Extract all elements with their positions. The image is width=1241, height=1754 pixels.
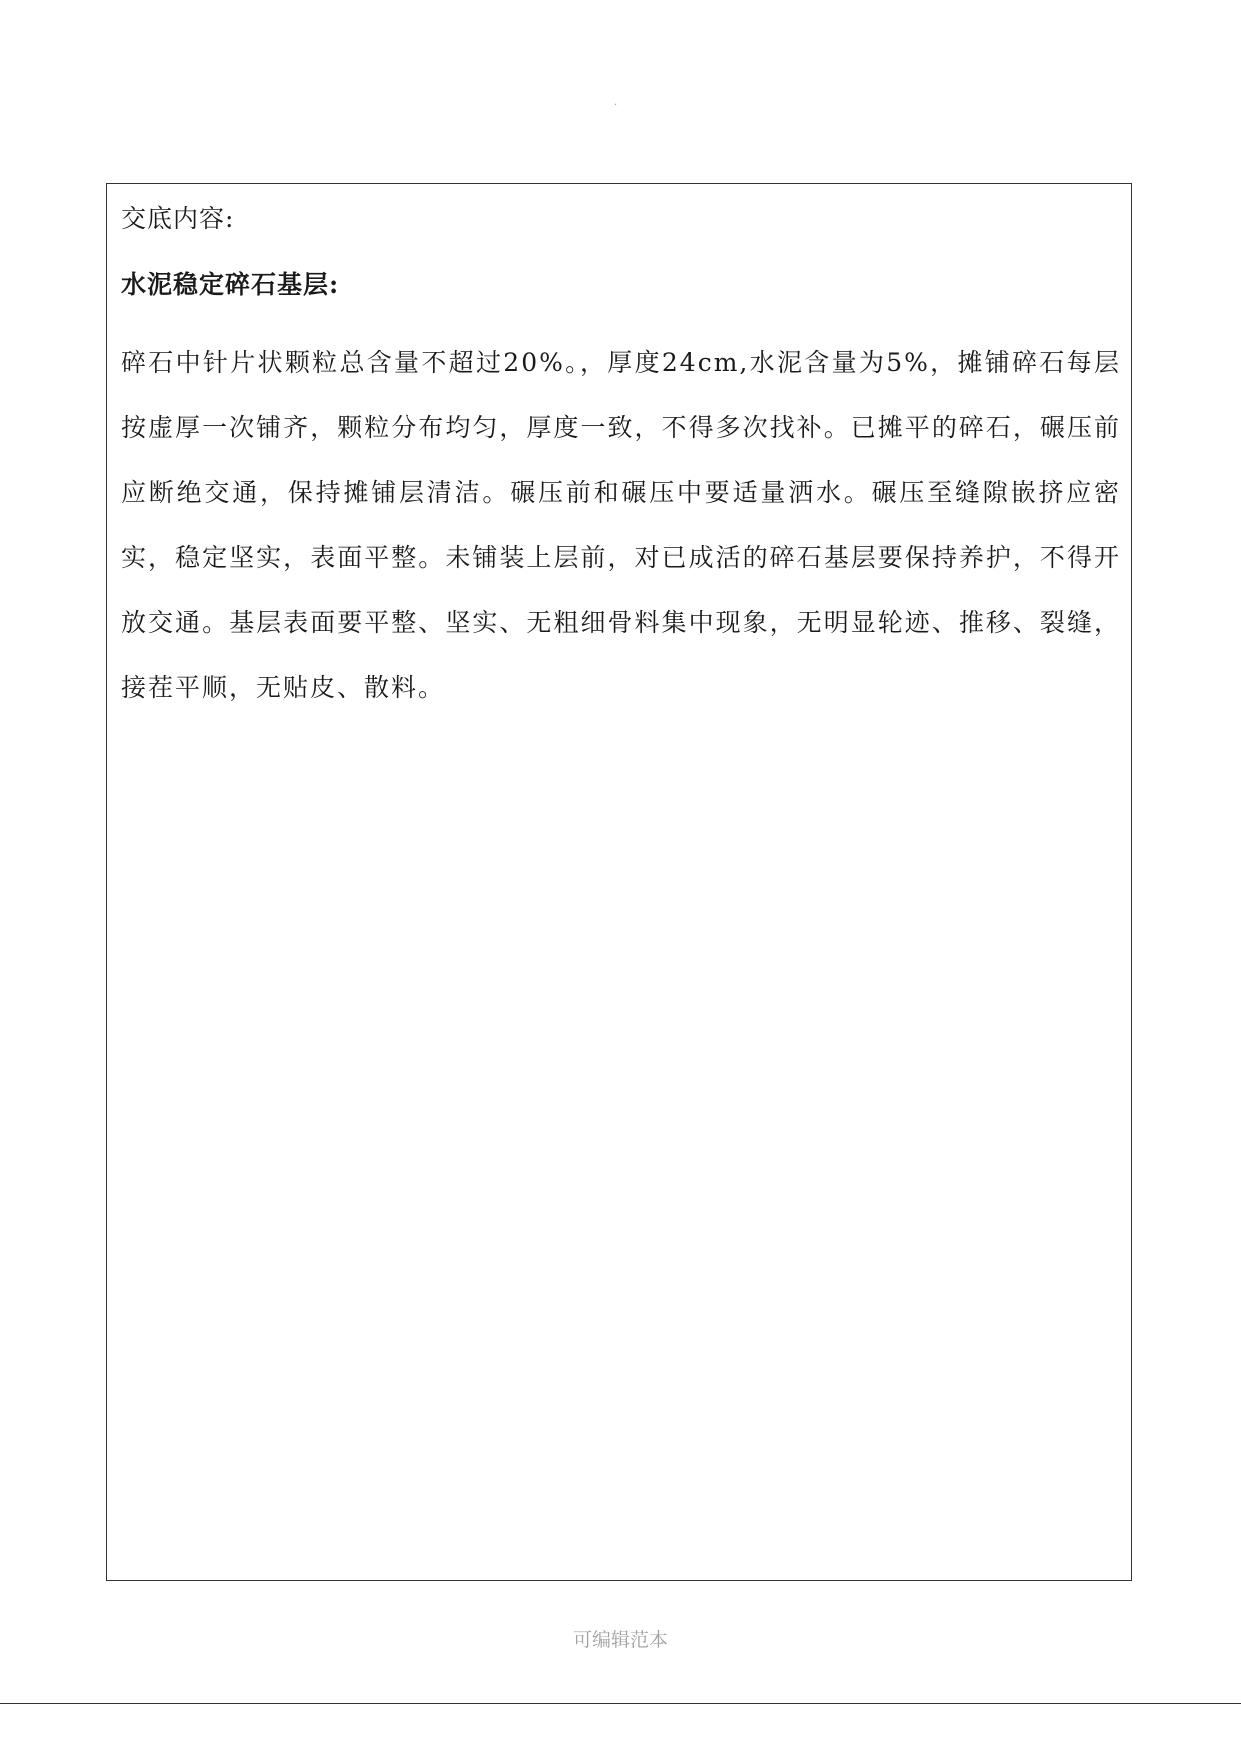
disclosure-content-box <box>106 183 1132 1581</box>
box-heading: 交底内容: <box>121 204 235 233</box>
section-title: 水泥稳定碎石基层: <box>121 270 340 299</box>
footer-note: 可编辑范本 <box>572 1629 668 1651</box>
bottom-divider <box>0 1703 1241 1704</box>
body-paragraph: 碎石中针片状颗粒总含量不超过20%。，厚度24cm,水泥含量为5%，摊铺碎石每层按虚厚一次铺齐，颗粒分布均匀，厚度一致，不得多次找补。已摊平的碎石，碾压前应断绝交通，保持摊铺层清洁。碾压前和碾压中要适量洒水。碾压至缝隙嵌挤应密实，稳定坚实，表面平整。未铺装上层前，对已成活的碎石基层要保持养护，不得开放交通。基层表面要平整、坚实、无粗细骨料集中现象，无明显轮迹、推移、裂缝，接茬平顺，无贴皮、散料。 <box>121 348 1121 702</box>
header-mark: . <box>614 97 618 108</box>
